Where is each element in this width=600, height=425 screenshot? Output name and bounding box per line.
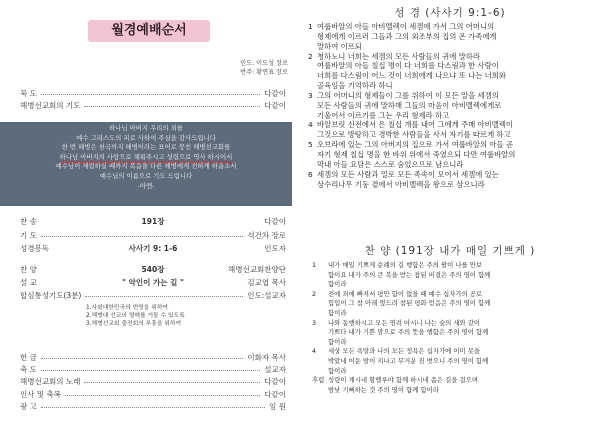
verse-line: [308, 42, 594, 52]
row-item-label: 성경봉독: [20, 244, 49, 253]
row-item-person: 석건차 장로: [247, 231, 286, 240]
worship-row: [20, 230, 286, 241]
row-item-person: 임 원: [269, 402, 286, 411]
hymn-line: [308, 280, 594, 290]
worship-row: [20, 401, 286, 412]
prayer-line: 하나님 아버지 우리의 죄를: [108, 124, 183, 132]
verse-text: 여룹바알의 아들 칠십 명이 다 너희를 다스림과 한 사람이: [317, 61, 499, 71]
row-item-label: 합심통성기도(3분): [20, 291, 82, 300]
verse-block: [308, 140, 594, 170]
verse-number: 5: [308, 140, 313, 150]
verse-text: 모든 사람들의 귀에 말하매 그들의 마음이 아비멜렉에게로: [317, 100, 502, 110]
prayer-line: 예수 그리스도의 피로 사하여 주심을 감사드립니다: [76, 133, 216, 142]
hymn-verse: [308, 376, 594, 395]
dot-leader: [84, 106, 260, 107]
hymn-line: [308, 328, 594, 338]
hymn-text: 성령이 계시네 할렐루야 함께 하시네 좁은 길을 걸으며: [328, 376, 479, 385]
row-item-label: 해병선교회의 기도: [20, 101, 81, 110]
row-item-person: 인도:설교자: [247, 291, 286, 300]
dot-leader: [84, 382, 260, 383]
worship-row: [20, 88, 286, 99]
hymn-line: [308, 367, 594, 377]
row-item-label: 묵 도: [20, 89, 37, 98]
hymn-line: [308, 386, 594, 396]
verse-line: [308, 120, 594, 130]
row-item-label: 헌 금: [20, 353, 37, 362]
hymn-line: [308, 309, 594, 319]
hymn-text: 밤낮 기뻐하는 것 주의 영이 함께 함이라: [328, 385, 439, 394]
row-item-label: 인사 및 축복: [20, 390, 61, 399]
verse-number: 2: [308, 51, 313, 61]
verse-line: [308, 130, 594, 140]
hymn-verse: [308, 347, 594, 376]
hymn-line: [308, 290, 594, 300]
hymn-verse: [308, 261, 594, 290]
prayer-topic: 3.해병선교회 출전회의 부흥을 위하여: [86, 321, 182, 327]
hymn-line: [308, 299, 594, 309]
row-item-person: 김교엽 목사: [247, 278, 286, 287]
hymn-line: [308, 319, 594, 329]
verse-block: [308, 22, 594, 52]
row-item-person: 이화자 목사: [247, 353, 286, 362]
verse-line: [308, 91, 594, 101]
verse-text: 상수리나무 기둥 곁에서 아비멜렉을 왕으로 삼으니라: [317, 179, 485, 189]
verse-text: 너희를 다스림이 어느 것이 너희에게 나으냐 또 나는 너희와: [317, 71, 506, 81]
hymn-text: 나와 동행하시고 모든 염려 아시니 나는 숲의 새와 같이: [328, 318, 481, 327]
hymn-verse-number: 후렴: [312, 376, 325, 385]
verse-text: 오브라에 있는 그의 아버지의 집으로 가서 여룹바알의 아들 곧: [317, 140, 514, 150]
prayer-topic: 1.사회대한민국의 번영을 위하여: [86, 305, 169, 311]
hymn-lyrics: [308, 261, 594, 395]
verse-line: [308, 61, 594, 71]
hymn-verse: [308, 290, 594, 319]
row-item-person: 설교자: [264, 365, 286, 374]
prayer-box: [0, 122, 292, 206]
dot-leader: [65, 395, 260, 396]
verse-number: 1: [308, 22, 313, 31]
row-item-person: 해병선교회찬양단: [228, 265, 286, 274]
verse-text: 그의 어머니의 형제들이 그를 위하여 이 모든 말을 세겜의: [317, 90, 499, 100]
verse-block: [308, 91, 594, 121]
verse-text: 막내 아들 요담은 스스로 숨었으므로 남으니라: [317, 159, 464, 169]
verse-line: [308, 101, 594, 111]
verse-text: 바알브릿 신전에서 은 칠십 개를 내어 그에게 주매 아비멜렉이: [317, 120, 514, 130]
row-item-person: 다같이: [264, 390, 286, 399]
prayer-topic: 2.해병대 선교의 열매를 거둘 수 있도록: [86, 313, 185, 319]
worship-row: [20, 264, 286, 275]
verse-line: [308, 81, 594, 91]
verse-line: [308, 71, 594, 81]
hymn-text: 함이요 내가 주의 큰 복을 받는 참된 비결은 주의 영이 함께: [328, 270, 491, 279]
verse-line: [308, 52, 594, 62]
hymn-line: [308, 338, 594, 348]
row-item-person: 다같이: [264, 217, 286, 226]
verse-text: 기울어서 이르기를 그는 우리 형제라 하고: [317, 110, 450, 120]
verse-text: 말하여 이르되: [317, 41, 362, 51]
verse-line: [308, 170, 594, 180]
row-item-label: 설 교: [20, 278, 37, 287]
worship-row: [20, 100, 286, 111]
hymn-text: 박았네 어둔 밤이 지나고 무거운 짐 벗으니 주의 영이 함께: [328, 356, 489, 365]
verse-line: [308, 111, 594, 121]
prayer-line: -아멘-: [137, 181, 155, 190]
hymn-text: 기쁘다 내가 기쁜 맘으로 주의 뜻을 행함은 주의 영이 함께: [328, 328, 489, 337]
row-item-label: 찬 양: [20, 265, 37, 274]
row-item-person: 인도자: [264, 244, 286, 253]
row-item-person: 다같이: [264, 89, 286, 98]
worship-row: [20, 243, 286, 254]
row-item-label: 기 도: [20, 231, 37, 240]
hymn-text: 함이라: [328, 280, 347, 289]
prayer-line: 예수님이 재림하실 때까지 복음을 다른 해병에게 전하게 하옵소서: [55, 162, 237, 171]
verse-number: 3: [308, 90, 313, 100]
hymn-text: 함이라: [328, 337, 347, 346]
scripture-and-hymn: [300, 0, 600, 425]
hymn-line: [308, 347, 594, 357]
scripture-verses: [308, 22, 594, 189]
verse-number: 6: [308, 169, 313, 179]
worship-row: [20, 389, 286, 400]
verse-text: 그것으로 방탕하고 경박한 사람들을 사서 자기를 따르게 하고: [317, 130, 511, 140]
leader-line: 인도: 이도성 장로: [240, 60, 288, 67]
hymn-text: 전에 죄에 빠져서 평안 함이 없을 때 예수 십자가의 공로: [328, 289, 483, 298]
row-item-label: 찬 송: [20, 217, 37, 226]
hymn-verse-number: 1: [312, 261, 317, 269]
hymn-text: 세상 모든 욕망과 나의 모든 정욕은 십자가에 이미 못을: [328, 347, 481, 356]
verse-block: [308, 52, 594, 91]
row-item-detail: " 악인이 가는 길 ": [122, 278, 184, 287]
verse-line: [308, 22, 594, 32]
prayer-line: 예수님의 이름으로 기도 드립니다: [99, 171, 193, 180]
hymn-title: 찬 양 (191장 내가 매일 기쁘게 ): [364, 245, 536, 257]
verse-text: 자기 형제 칠십 명을 한 바위 위에서 죽였으되 다만 여룹바알의: [317, 149, 516, 159]
worship-row: [20, 277, 286, 288]
hymn-line: [308, 376, 594, 386]
row-item-detail: 사사기 9: 1-6: [128, 244, 178, 253]
worship-row: [20, 364, 286, 375]
row-item-label: 해병선교회의 노래: [20, 377, 81, 386]
hymn-verse-number: 2: [312, 289, 317, 298]
dot-leader: [41, 358, 243, 359]
verse-text: 청하노니 너희는 세겜의 모든 사람들의 귀에 말하라: [317, 51, 480, 61]
hymn-text: 내가 매일 기쁘게 순례의 길 행함은 주의 팔이 나를 안보: [328, 261, 483, 269]
order-of-worship: [0, 0, 298, 425]
dot-leader: [41, 94, 260, 95]
accompanist-line: 반주: 황연표 장로: [240, 69, 288, 76]
row-item-person: 다같이: [264, 101, 286, 110]
worship-row: [20, 376, 286, 387]
hymn-text: 힘입어 그 참 아래 엎드려 참된 평화 얻음은 주의 영이 함께: [328, 299, 491, 308]
scripture-title: 성 경 (사사기 9:1-6): [394, 7, 506, 19]
dot-leader: [41, 370, 260, 371]
dot-leader: [85, 296, 243, 297]
verse-block: [308, 120, 594, 140]
verse-line: [308, 160, 594, 170]
row-item-label: 광 고: [20, 402, 37, 411]
bulletin-title: 월경예배순서: [88, 20, 210, 42]
verse-line: [308, 180, 594, 190]
verse-text: 여룹바알의 아들 아비멜렉이 세겜에 가서 그의 어머니의: [317, 22, 495, 31]
dot-leader: [41, 236, 243, 237]
hymn-line: [308, 357, 594, 367]
hymn-line: [308, 271, 594, 281]
hymn-verse-number: 3: [312, 318, 317, 327]
hymn-text: 함이라: [328, 308, 347, 317]
row-item-detail: 191장: [141, 217, 165, 226]
verse-text: 골육임을 기억하라 하니: [317, 81, 393, 91]
verse-line: [308, 150, 594, 160]
hymn-text: 함이라: [328, 366, 347, 375]
row-item-label: 축 도: [20, 365, 37, 374]
worship-row: [20, 216, 286, 227]
worship-row: [20, 290, 286, 301]
verse-line: [308, 140, 594, 150]
row-item-detail: 540장: [141, 265, 165, 274]
worship-row: [20, 352, 286, 363]
prayer-line: 하나님 아버지의 사랑으로 채워주시고 성령으로 역사 하시어서: [59, 152, 233, 161]
row-item-person: 다같이: [264, 377, 286, 386]
verse-block: [308, 170, 594, 190]
verse-line: [308, 32, 594, 42]
verse-text: 세겜의 모든 사람과 밀로 모든 족속이 모여서 세겜에 있는: [317, 169, 499, 179]
dot-leader: [41, 407, 265, 408]
hymn-line: [308, 261, 594, 271]
hymn-verse-number: 4: [312, 347, 317, 356]
hymn-verse: [308, 319, 594, 348]
prayer-line: 한 번 해병은 천국까지 해병이라는 표어로 뭉친 해병선교회를: [61, 143, 231, 152]
verse-number: 4: [308, 120, 313, 130]
verse-text: 형제에게 이르러 그들과 그의 외조부의 집의 온 가족에게: [317, 31, 497, 41]
